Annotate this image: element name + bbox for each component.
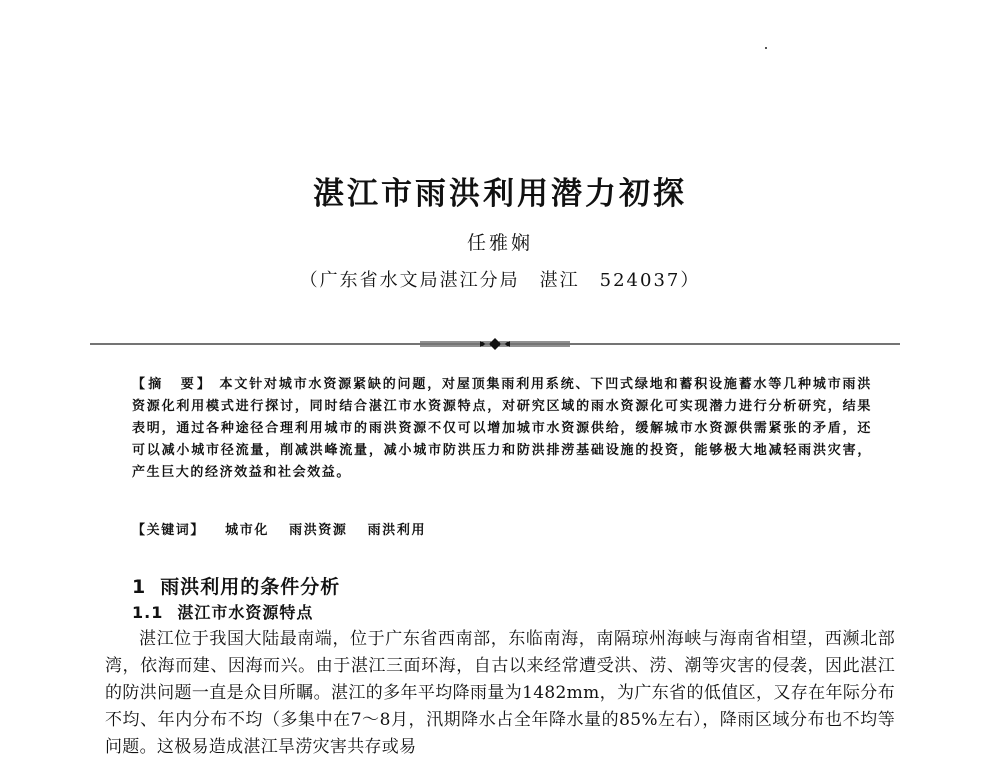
keyword-2: 雨洪资源	[289, 523, 348, 538]
keyword-1: 城市化	[225, 523, 269, 538]
ornamental-divider	[90, 336, 900, 352]
author-name: 任雅娴	[466, 232, 533, 254]
section-title-1: 雨洪利用的条件分析	[160, 576, 341, 598]
keywords-label: 【关键词】	[132, 523, 206, 538]
keywords	[132, 520, 872, 542]
subsection-title-1-1: 湛江市水资源特点	[177, 603, 314, 622]
subsection-number-1-1: 1.1	[132, 603, 164, 622]
subsection-heading-1-1	[132, 600, 313, 623]
keyword-3: 雨洪利用	[367, 523, 427, 538]
section-heading-1	[132, 572, 340, 599]
abstract-text: 本文针对城市水资源紧缺的问题，对屋顶集雨利用系统、下凹式绿地和蓄积设施蓄水等几种城市雨洪资源化利用模式进行探讨，同时结合湛江市水资源特点，对研究区域的雨水资源化可实现潜力进行分析研究，结果表明，通过各种途径合理利用城市的雨洪资源不仅可以增加城市水资源供给，缓解城市水资源供需紧张的矛盾，还可以减小城市径流量，削减洪峰流量，减小城市防洪压力和防洪排涝基础设施的投资，能够极大地减轻雨洪灾害，产生巨大的经济效益和社会效益。	[132, 377, 872, 480]
body-paragraph: 湛江位于我国大陆最南端，位于广东省西南部，东临南海，南隔琼州海峡与海南省相望，西濒北部湾，依海而建、因海而兴。由于湛江三面环海，自古以来经常遭受洪、涝、潮等灾害的侵袭，因此湛江的防洪问题一直是众目所瞩。湛江的多年平均降雨量为1482mm，为广东省的低值区，又存在年际分布不均、年内分布不均（多集中在7～8月，汛期降水占全年降水量的85%左右），降雨区域分布也不均等问题。这极易造成湛江旱涝灾害共存或易	[105, 629, 895, 757]
abstract	[132, 374, 872, 484]
author-affiliation: （广东省水文局湛江分局 湛江 524037）	[299, 270, 701, 291]
scan-speck	[765, 47, 767, 49]
section-number-1: 1	[132, 576, 147, 598]
paper-title: 湛江市雨洪利用潜力初探	[313, 176, 687, 212]
abstract-label: 【摘 要】	[132, 377, 214, 392]
